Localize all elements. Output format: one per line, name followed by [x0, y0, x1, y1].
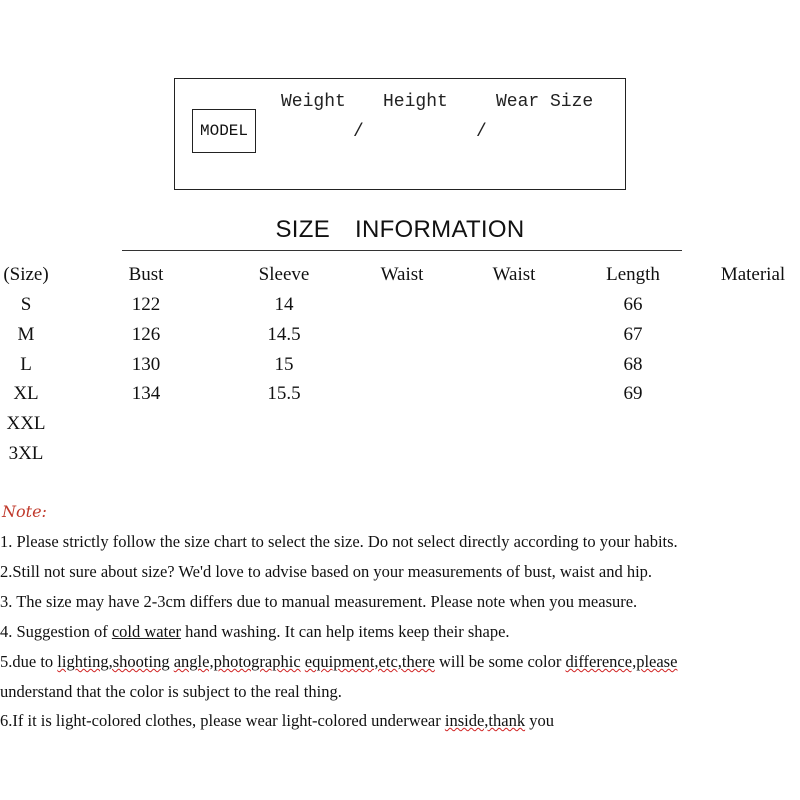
- separator-slash: /: [476, 122, 487, 142]
- title-divider: [122, 250, 682, 251]
- weight-label: Weight: [281, 92, 346, 112]
- wear-size-label: Wear Size: [496, 92, 594, 112]
- table-cell: 14.5: [267, 323, 301, 345]
- table-cell: 15.5: [267, 383, 301, 405]
- note-line: 4. Suggestion of cold water hand washing. It can help items keep their shape.: [0, 622, 510, 641]
- note-label: Note:: [2, 502, 47, 521]
- table-cell: XL: [13, 383, 39, 405]
- table-cell: 14: [274, 294, 294, 315]
- table-cell: XXL: [6, 413, 46, 435]
- note-line: 2.Still not sure about size? We'd love to advise based on your measurements of bust, waist and hip.: [0, 562, 653, 581]
- note-line: understand that the color is subject to the real thing.: [0, 682, 342, 701]
- table-cell: 69: [623, 383, 643, 405]
- note-line: 5.due to lighting,shooting angle,photographic equipment,etc,there will be some color difference,please: [0, 652, 678, 671]
- table-cell: 15: [274, 353, 294, 375]
- table-cell: M: [17, 323, 35, 345]
- table-cell: L: [20, 353, 32, 375]
- size-information-title: SIZE INFORMATION: [275, 216, 525, 243]
- table-cell: 130: [131, 353, 161, 375]
- table-cell: 68: [623, 353, 643, 375]
- table-cell: 134: [131, 383, 161, 405]
- table-cell: 3XL: [8, 443, 44, 464]
- note-line: 6.If it is light-colored clothes, please wear light-colored underwear inside,thank you: [0, 711, 554, 730]
- model-tag: MODEL: [192, 109, 256, 153]
- height-label: Height: [383, 92, 448, 112]
- table-cell: 126: [131, 323, 161, 345]
- table-cell: 67: [623, 323, 643, 345]
- separator-slash: /: [353, 122, 364, 142]
- table-header-cell: Waist: [492, 264, 536, 285]
- table-header-cell: Waist: [380, 264, 424, 285]
- table-cell: S: [20, 294, 32, 315]
- table-cell: 122: [131, 294, 161, 315]
- note-line: 3. The size may have 2-3cm differs due to manual measurement. Please note when you measure.: [0, 592, 638, 611]
- table-header-cell: Bust: [128, 264, 164, 285]
- table-header-cell: Length: [606, 264, 660, 285]
- table-header-cell: Sleeve: [258, 264, 310, 285]
- table-header-cell: Material: [720, 264, 786, 285]
- note-line: 1. Please strictly follow the size chart to select the size. Do not select directly according to your habits.: [0, 532, 678, 551]
- table-cell: 66: [623, 294, 643, 315]
- table-header-cell: (Size): [3, 264, 49, 285]
